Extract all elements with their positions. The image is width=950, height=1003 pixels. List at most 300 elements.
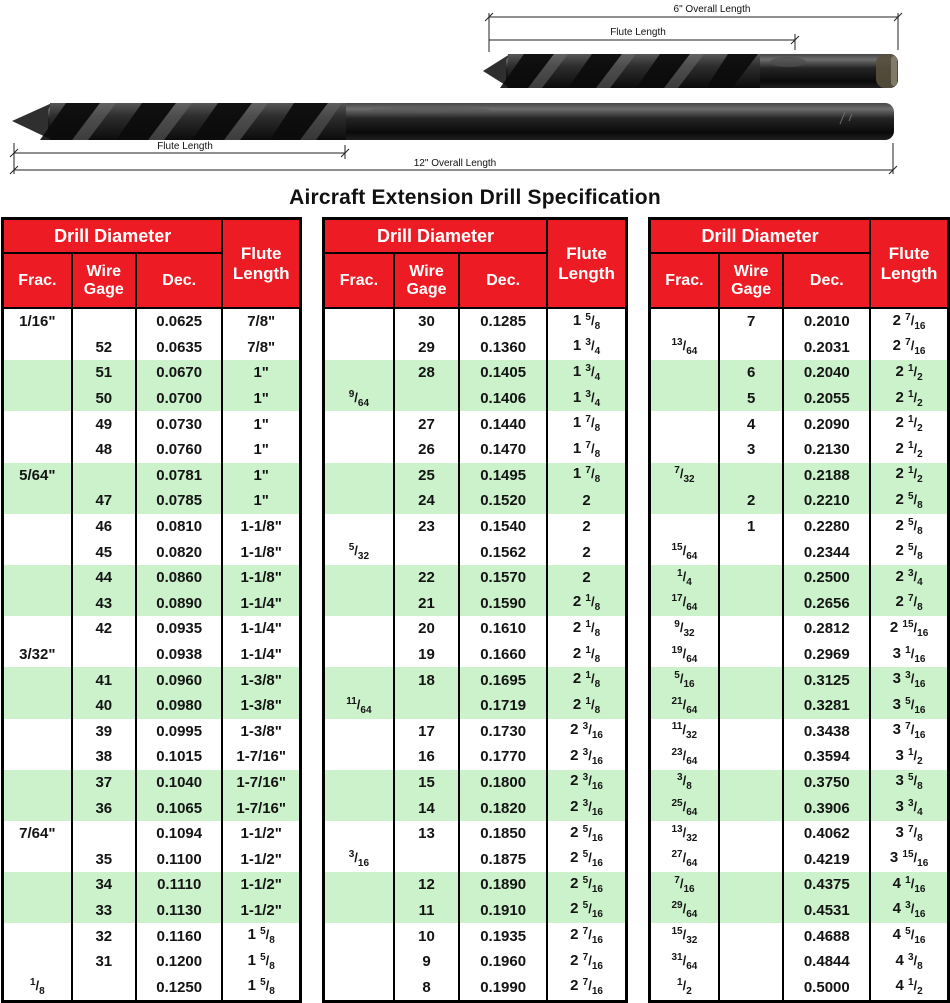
flute-length-cell: 4 $^3/_8$ [870,949,948,975]
flute-length-cell: 1 $^3/_4$ [547,360,626,386]
wire-gage-cell [394,693,459,719]
table-row [324,591,627,617]
wire-gage-cell: 51 [72,360,136,386]
table-row [650,411,949,437]
table-row [650,923,949,949]
frac-cell [324,821,394,847]
flute-length-cell: 2 [547,539,626,565]
wire-gage-cell [719,693,784,719]
wire-gage-cell [719,898,784,924]
dec-cell: 0.1360 [459,335,547,361]
frac-cell: $^{21}/_{64}$ [650,693,719,719]
flute-length-cell: 1 $^3/_4$ [547,386,626,412]
flute-length-cell: 2 $^3/_4$ [870,565,948,591]
table-row [3,974,301,1001]
frac-cell: $^7/_{16}$ [650,872,719,898]
flute-length-cell: 2 $^7/_{16}$ [547,923,626,949]
wire-gage-cell [719,539,784,565]
wire-gage-cell: 8 [394,974,459,1001]
table-row [324,514,627,540]
frac-cell [324,974,394,1001]
flute-length-cell: 1-1/4" [222,616,300,642]
header-wire-gage: Wire Gage [719,253,784,308]
dec-cell: 0.0935 [136,616,222,642]
wire-gage-cell [719,846,784,872]
frac-cell [3,898,72,924]
frac-cell: $^3/_{16}$ [324,846,394,872]
wire-gage-cell: 16 [394,744,459,770]
dec-cell: 0.2055 [783,386,870,412]
flute-length-cell: 2 $^3/_{16}$ [547,744,626,770]
table-row [324,360,627,386]
frac-cell: $^{17}/_{64}$ [650,591,719,617]
frac-cell: $^7/_{32}$ [650,463,719,489]
flute-length-cell: 1 $^7/_8$ [547,437,626,463]
table-row [650,463,949,489]
table-row [324,386,627,412]
flute-length-cell: 1-1/2" [222,872,300,898]
dec-cell: 0.2500 [783,565,870,591]
frac-cell [3,565,72,591]
table-row [650,898,949,924]
wire-gage-cell [719,821,784,847]
frac-cell [324,514,394,540]
dec-cell: 0.4844 [783,949,870,975]
frac-cell [324,642,394,668]
table-row [3,335,301,361]
flute-length-cell: 2 [547,514,626,540]
dec-cell: 0.2210 [783,488,870,514]
wire-gage-cell: 33 [72,898,136,924]
table-row [650,565,949,591]
table-row [324,898,627,924]
dec-cell: 0.3594 [783,744,870,770]
dec-cell: 0.0785 [136,488,222,514]
flute-length-cell: 2 $^1/_2$ [870,386,948,412]
frac-cell [324,308,394,335]
dec-cell: 0.3438 [783,719,870,745]
dec-cell: 0.1935 [459,923,547,949]
header-dec: Dec. [459,253,547,308]
table-row [324,744,627,770]
flute-length-cell: 2 $^7/_8$ [870,591,948,617]
wire-gage-cell: 10 [394,923,459,949]
frac-cell [324,770,394,796]
flute-length-cell: 2 $^7/_{16}$ [547,974,626,1001]
table-row [324,770,627,796]
flute-length-cell: 1 $^5/_8$ [222,974,300,1001]
wire-gage-cell: 39 [72,719,136,745]
dec-cell: 0.1730 [459,719,547,745]
dec-cell: 0.2188 [783,463,870,489]
flute-length-cell: 2 $^1/_2$ [870,411,948,437]
wire-gage-cell: 9 [394,949,459,975]
flute-length-cell: 1-7/16" [222,744,300,770]
table-row [650,308,949,335]
flute-length-cell: 3 $^7/_8$ [870,821,948,847]
flute-length-cell: 2 $^1/_2$ [870,360,948,386]
dec-cell: 0.1440 [459,411,547,437]
frac-cell: $^{27}/_{64}$ [650,846,719,872]
frac-cell [324,616,394,642]
flute-length-cell: 1 $^3/_4$ [547,335,626,361]
header-dec: Dec. [136,253,222,308]
wire-gage-cell: 25 [394,463,459,489]
dec-cell: 0.1770 [459,744,547,770]
flute-length-cell: 1 $^7/_8$ [547,463,626,489]
dec-cell: 0.1065 [136,795,222,821]
dec-cell: 0.1470 [459,437,547,463]
table-row [650,386,949,412]
table-row [324,488,627,514]
frac-cell: $^{11}/_{32}$ [650,719,719,745]
table-row [3,565,301,591]
flute-length-cell: 1-1/8" [222,514,300,540]
flute-length-cell: 2 $^1/_2$ [870,437,948,463]
wire-gage-cell [72,642,136,668]
dec-cell: 0.5000 [783,974,870,1001]
table-row [324,667,627,693]
wire-gage-cell: 17 [394,719,459,745]
table-row [650,770,949,796]
table-row [324,846,627,872]
table-row [3,437,301,463]
frac-cell: $^{31}/_{64}$ [650,949,719,975]
dec-cell: 0.1285 [459,308,547,335]
frac-cell: $^5/_{32}$ [324,539,394,565]
wire-gage-cell: 35 [72,846,136,872]
dec-cell: 0.1910 [459,898,547,924]
frac-cell [324,872,394,898]
dec-cell: 0.2090 [783,411,870,437]
flute-length-cell: 2 [547,565,626,591]
table-row [324,437,627,463]
header-frac: Frac. [3,253,72,308]
frac-cell [3,591,72,617]
wire-gage-cell: 20 [394,616,459,642]
table-row [650,335,949,361]
dec-cell: 0.1890 [459,872,547,898]
table-row [3,770,301,796]
header-flute-length: Flute Length [547,219,626,309]
wire-gage-cell [72,974,136,1001]
table-row [650,795,949,821]
frac-cell [324,744,394,770]
frac-cell [650,360,719,386]
table-row [650,872,949,898]
wire-gage-cell [719,872,784,898]
flute-length-cell: 2 $^5/_{16}$ [547,898,626,924]
flute-length-cell: 1-1/2" [222,898,300,924]
table-row [3,898,301,924]
frac-cell [324,795,394,821]
header-flute-length: Flute Length [222,219,300,309]
dec-cell: 0.2812 [783,616,870,642]
drill-6-dimensions [485,13,902,52]
table-row [324,795,627,821]
table-row [650,360,949,386]
flute-length-cell: 2 $^7/_{16}$ [870,335,948,361]
dec-cell: 0.1590 [459,591,547,617]
dec-cell: 0.1130 [136,898,222,924]
wire-gage-cell: 14 [394,795,459,821]
wire-gage-cell: 38 [72,744,136,770]
wire-gage-cell: 43 [72,591,136,617]
table-row [650,693,949,719]
frac-cell [324,719,394,745]
frac-cell: $^{15}/_{32}$ [650,923,719,949]
flute-length-cell: 1" [222,463,300,489]
frac-cell [324,437,394,463]
table-row [650,488,949,514]
wire-gage-cell: 50 [72,386,136,412]
flute-length-cell: 1-3/8" [222,719,300,745]
flute-length-cell: 2 $^1/_8$ [547,667,626,693]
dec-cell: 0.1520 [459,488,547,514]
flute-length-cell: 1" [222,386,300,412]
dec-cell: 0.0820 [136,539,222,565]
dec-cell: 0.1100 [136,846,222,872]
overall-length-6-label: 6" Overall Length [673,4,751,15]
dec-cell: 0.1660 [459,642,547,668]
wire-gage-cell [72,308,136,335]
frac-cell [3,744,72,770]
dec-cell: 0.2130 [783,437,870,463]
table-row [324,923,627,949]
table-row [650,974,949,1001]
dec-cell: 0.4219 [783,846,870,872]
frac-cell [3,693,72,719]
frac-cell [3,795,72,821]
wire-gage-cell: 13 [394,821,459,847]
table-row [650,821,949,847]
wire-gage-cell [719,974,784,1001]
table-row [324,565,627,591]
frac-cell [650,308,719,335]
header-frac: Frac. [650,253,719,308]
dec-cell: 0.2969 [783,642,870,668]
wire-gage-cell [72,463,136,489]
wire-gage-cell: 47 [72,488,136,514]
spec-table-2 [322,217,628,1003]
flute-length-cell: 2 $^1/_2$ [870,463,948,489]
table-row [650,539,949,565]
table-row [3,463,301,489]
frac-cell [3,539,72,565]
table-row [650,616,949,642]
frac-cell [3,360,72,386]
flute-length-12-label: Flute Length [157,141,213,152]
table-row [650,949,949,975]
flute-length-cell: 3 $^5/_{16}$ [870,693,948,719]
wire-gage-cell: 37 [72,770,136,796]
table-row [3,719,301,745]
wire-gage-cell: 40 [72,693,136,719]
flute-length-cell: 2 $^5/_8$ [870,488,948,514]
flute-length-cell: 2 $^{15}/_{16}$ [870,616,948,642]
dec-cell: 0.0938 [136,642,222,668]
flute-length-cell: 1-3/8" [222,693,300,719]
dec-cell: 0.0670 [136,360,222,386]
flute-length-cell: 4 $^5/_{16}$ [870,923,948,949]
wire-gage-cell: 3 [719,437,784,463]
drill-diagram [0,0,950,200]
dec-cell: 0.4062 [783,821,870,847]
flute-length-cell: 1 $^5/_8$ [222,949,300,975]
frac-cell [650,514,719,540]
drill-6-image [483,54,898,88]
flute-length-cell: 1" [222,360,300,386]
wire-gage-cell [719,642,784,668]
wire-gage-cell [394,539,459,565]
wire-gage-cell: 7 [719,308,784,335]
wire-gage-cell [719,565,784,591]
frac-cell: $^{15}/_{64}$ [650,539,719,565]
flute-length-cell: 1 $^7/_8$ [547,411,626,437]
frac-cell [3,411,72,437]
dec-cell: 0.1540 [459,514,547,540]
dec-cell: 0.3750 [783,770,870,796]
dec-cell: 0.0781 [136,463,222,489]
frac-cell: $^5/_{16}$ [650,667,719,693]
frac-cell [324,488,394,514]
flute-length-cell: 2 $^5/_{16}$ [547,846,626,872]
wire-gage-cell [719,770,784,796]
overall-length-12-label: 12" Overall Length [413,158,497,169]
frac-cell [3,949,72,975]
dec-cell: 0.1875 [459,846,547,872]
table-row [324,821,627,847]
wire-gage-cell: 4 [719,411,784,437]
dec-cell: 0.0960 [136,667,222,693]
table-row [3,846,301,872]
flute-length-6-label: Flute Length [610,27,666,38]
table-row [3,591,301,617]
dec-cell: 0.1250 [136,974,222,1001]
dec-cell: 0.1610 [459,616,547,642]
frac-cell: 5/64" [3,463,72,489]
flute-length-cell: 2 $^3/_{16}$ [547,770,626,796]
dec-cell: 0.0625 [136,308,222,335]
table-row [324,539,627,565]
flute-length-cell: 3 $^1/_{16}$ [870,642,948,668]
frac-cell [3,386,72,412]
table-row [3,514,301,540]
frac-cell [3,488,72,514]
wire-gage-cell: 46 [72,514,136,540]
dec-cell: 0.2344 [783,539,870,565]
flute-length-cell: 3 $^5/_8$ [870,770,948,796]
frac-cell [3,667,72,693]
frac-cell: 3/32" [3,642,72,668]
wire-gage-cell [719,744,784,770]
header-dec: Dec. [783,253,870,308]
wire-gage-cell [394,846,459,872]
frac-cell: $^{25}/_{64}$ [650,795,719,821]
dec-cell: 0.1110 [136,872,222,898]
frac-cell: $^{19}/_{64}$ [650,642,719,668]
header-drill-diameter: Drill Diameter [324,219,548,254]
wire-gage-cell [719,923,784,949]
dec-cell: 0.0810 [136,514,222,540]
wire-gage-cell: 34 [72,872,136,898]
wire-gage-cell: 12 [394,872,459,898]
flute-length-cell: 2 $^1/_8$ [547,616,626,642]
wire-gage-cell: 42 [72,616,136,642]
frac-cell: $^{13}/_{32}$ [650,821,719,847]
flute-length-cell: 3 $^3/_{16}$ [870,667,948,693]
dec-cell: 0.1695 [459,667,547,693]
table-row [3,744,301,770]
table-row [3,360,301,386]
flute-length-cell: 7/8" [222,308,300,335]
flute-length-cell: 1" [222,411,300,437]
wire-gage-cell: 31 [72,949,136,975]
dec-cell: 0.1850 [459,821,547,847]
wire-gage-cell: 44 [72,565,136,591]
header-frac: Frac. [324,253,394,308]
table-row [650,642,949,668]
table-row [3,616,301,642]
flute-length-cell: 2 $^5/_8$ [870,539,948,565]
dec-cell: 0.2656 [783,591,870,617]
flute-length-cell: 4 $^3/_{16}$ [870,898,948,924]
table-row [650,744,949,770]
table-row [3,308,301,335]
table-row [324,463,627,489]
dec-cell: 0.1040 [136,770,222,796]
flute-length-cell: 2 $^3/_{16}$ [547,719,626,745]
frac-cell [650,488,719,514]
flute-length-cell: 2 $^5/_{16}$ [547,872,626,898]
flute-length-cell: 1-7/16" [222,770,300,796]
dec-cell: 0.2280 [783,514,870,540]
flute-length-cell: 3 $^{15}/_{16}$ [870,846,948,872]
wire-gage-cell: 11 [394,898,459,924]
dec-cell: 0.1990 [459,974,547,1001]
wire-gage-cell: 24 [394,488,459,514]
frac-cell: $^9/_{32}$ [650,616,719,642]
wire-gage-cell: 5 [719,386,784,412]
wire-gage-cell [719,335,784,361]
table-row [324,974,627,1001]
dec-cell: 0.1495 [459,463,547,489]
flute-length-cell: 2 [547,488,626,514]
wire-gage-cell: 32 [72,923,136,949]
table-row [3,693,301,719]
flute-length-cell: 1 $^5/_8$ [547,308,626,335]
table-row [3,667,301,693]
wire-gage-cell: 36 [72,795,136,821]
frac-cell [3,437,72,463]
frac-cell [650,411,719,437]
flute-length-cell: 1-1/4" [222,591,300,617]
table-row [650,514,949,540]
wire-gage-cell [72,821,136,847]
frac-cell: $^3/_8$ [650,770,719,796]
wire-gage-cell: 29 [394,335,459,361]
header-wire-gage: Wire Gage [394,253,459,308]
dec-cell: 0.0995 [136,719,222,745]
flute-length-cell: 3 $^3/_4$ [870,795,948,821]
frac-cell: $^1/_2$ [650,974,719,1001]
flute-length-cell: 1-1/2" [222,846,300,872]
flute-length-cell: 1-3/8" [222,667,300,693]
frac-cell: $^9/_{64}$ [324,386,394,412]
wire-gage-cell: 49 [72,411,136,437]
wire-gage-cell [719,616,784,642]
frac-cell [324,898,394,924]
